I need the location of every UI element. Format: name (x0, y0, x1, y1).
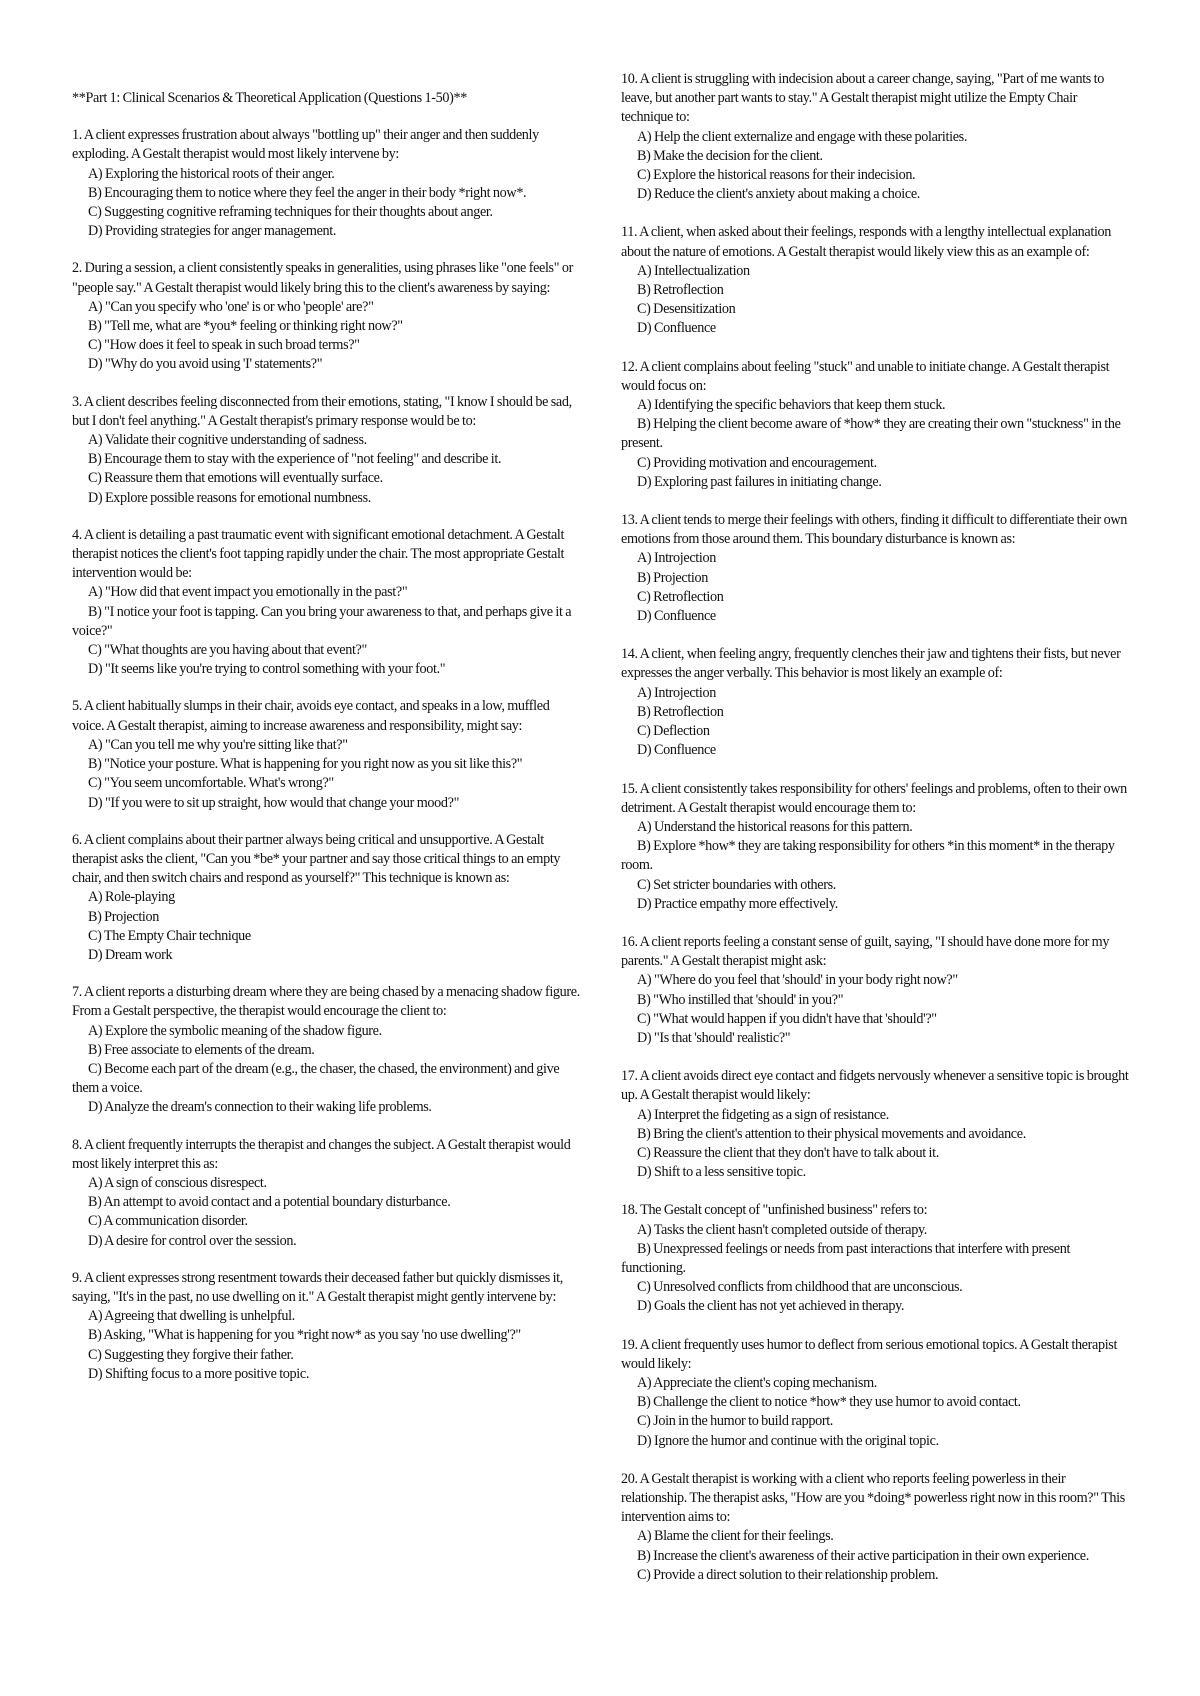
answer-option: B) Encourage them to stay with the experience of "not feeling" and describe it. (88, 451, 502, 468)
answer-options (621, 128, 1131, 205)
answer-option: A) Blame the client for their feelings. (637, 1528, 834, 1545)
answer-options (621, 684, 1131, 761)
answer-options (72, 888, 582, 965)
answer-option: B) Bring the client's attention to their physical movements and avoidance. (637, 1125, 1026, 1142)
answer-option: A) Help the client externalize and engage with these polarities. (637, 128, 968, 145)
answer-option: D) Analyze the dream's connection to their waking life problems. (88, 1099, 432, 1116)
answer-option: C) Provide a direct solution to their relationship problem. (637, 1566, 939, 1583)
answer-options (621, 1527, 1131, 1585)
answer-option: C) Become each part of the dream (e.g., the chaser, the chased, the environment) and give them a voice. (72, 1060, 560, 1097)
answer-option: A) Identifying the specific behaviors that keep them stuck. (637, 397, 946, 414)
answer-option: A) Agreeing that dwelling is unhelpful. (88, 1308, 295, 1325)
answer-option: B) Projection (88, 908, 160, 925)
answer-option: C) The Empty Chair technique (88, 927, 251, 944)
answer-option: D) "If you were to sit up straight, how would that change your mood?" (88, 794, 460, 811)
answer-option: B) "Notice your posture. What is happening for you right now as you sit like this?" (88, 756, 523, 773)
left-question-list (72, 126, 582, 1384)
answer-option: B) Unexpressed feelings or needs from past interactions that interfere with present functioning. (621, 1240, 1071, 1276)
question-stem: 7. A client reports a disturbing dream where they are being chased by a menacing shadow figure. From a Gestalt perspective, the therapist would encourage the client to: (72, 984, 580, 1020)
answer-option: D) Goals the client has not yet achieved in therapy. (637, 1298, 905, 1315)
question-block (621, 780, 1131, 914)
answer-option: D) "Why do you avoid using 'I' statements?" (88, 356, 323, 373)
answer-option: D) Ignore the humor and continue with the original topic. (637, 1432, 939, 1449)
answer-option: B) Explore *how* they are taking responsibility for others *in this moment* in the therapy room. (621, 838, 1115, 874)
part-heading: **Part 1: Clinical Scenarios & Theoretical Application (Questions 1-50)** (72, 90, 467, 106)
answer-options (72, 736, 582, 813)
answer-options (72, 1022, 582, 1118)
answer-option: C) Explore the historical reasons for their indecision. (637, 167, 916, 184)
answer-option: C) Suggesting cognitive reframing techniques for their thoughts about anger. (88, 204, 493, 221)
answer-option: A) Introjection (637, 684, 716, 701)
answer-option: B) Helping the client become aware of *how* they are creating their own "stuckness" in the present. (621, 416, 1121, 452)
question-stem: 15. A client consistently takes responsibility for others' feelings and problems, often to their own detriment. A Gestalt therapist would encourage them to: (621, 780, 1127, 816)
question-stem: 12. A client complains about feeling "stuck" and unable to initiate change. A Gestalt therapist would focus on: (621, 358, 1110, 394)
answer-option: B) Increase the client's awareness of their active participation in their own experience. (637, 1547, 1089, 1564)
answer-option: C) Desensitization (637, 301, 736, 318)
answer-option: C) "You seem uncomfortable. What's wrong?" (88, 775, 334, 792)
question-block (72, 697, 582, 812)
answer-option: C) Join in the humor to build rapport. (637, 1413, 833, 1430)
answer-option: C) Deflection (637, 723, 710, 740)
answer-option: B) "Tell me, what are *you* feeling or thinking right now?" (88, 318, 403, 335)
answer-option: D) Exploring past failures in initiating change. (637, 473, 882, 490)
answer-option: D) Confluence (637, 320, 716, 337)
answer-option: D) Explore possible reasons for emotional numbness. (88, 489, 371, 506)
question-stem: 14. A client, when feeling angry, frequently clenches their jaw and tightens their fists, but never expresses the anger verbally. This behavior is most likely an example of: (621, 646, 1121, 682)
answer-option: D) Providing strategies for anger management. (88, 223, 337, 240)
question-stem: 16. A client reports feeling a constant sense of guilt, saying, "I should have done more for my parents." A Gestalt therapist might ask: (621, 933, 1110, 970)
question-stem: 3. A client describes feeling disconnected from their emotions, stating, "I know I should be sad, but I don't feel anything." A Gestalt therapist's primary response would be to: (72, 393, 572, 429)
answer-options (621, 1374, 1131, 1451)
answer-option: A) A sign of conscious disrespect. (88, 1174, 267, 1191)
answer-option: A) Role-playing (88, 889, 175, 906)
question-block (621, 933, 1131, 1048)
answer-option: D) Confluence (637, 608, 716, 625)
question-block (621, 1201, 1131, 1316)
question-stem: 18. The Gestalt concept of "unfinished business" refers to: (621, 1202, 928, 1219)
answer-option: D) Reduce the client's anxiety about making a choice. (637, 186, 920, 203)
answer-options (621, 396, 1131, 492)
answer-option: B) "Who instilled that 'should' in you?" (637, 991, 844, 1008)
answer-option: D) Confluence (637, 742, 716, 759)
answer-option: B) Make the decision for the client. (637, 147, 823, 164)
answer-option: A) "Can you tell me why you're sitting like that?" (88, 736, 348, 753)
answer-option: A) Understand the historical reasons for this pattern. (637, 818, 913, 835)
answer-option: A) Intellectualization (637, 262, 750, 279)
question-stem: 5. A client habitually slumps in their chair, avoids eye contact, and speaks in a low, muffled voice. A Gestalt therapist, aiming to increase awareness and responsibility, might say: (72, 698, 550, 734)
answer-option: C) A communication disorder. (88, 1213, 248, 1230)
answer-option: C) "What would happen if you didn't have that 'should'?" (637, 1010, 937, 1027)
answer-options (621, 262, 1131, 339)
answer-option: C) "What thoughts are you having about that event?" (88, 642, 367, 659)
question-block (621, 1336, 1131, 1451)
answer-option: D) "It seems like you're trying to control something with your foot." (88, 661, 446, 678)
question-block (621, 1470, 1131, 1585)
answer-option: A) Appreciate the client's coping mechanism. (637, 1374, 877, 1391)
answer-options (72, 583, 582, 679)
question-stem: 20. A Gestalt therapist is working with a client who reports feeling powerless in their relationship. The therapist asks, "How are you *doing* powerless right now in this room?" This intervention aims to: (621, 1470, 1125, 1526)
question-stem: 10. A client is struggling with indecision about a career change, saying, "Part of me wants to leave, but another part wants to stay." A Gestalt therapist might utilize the Empty Chair technique to: (621, 71, 1105, 126)
answer-option: B) Retroflection (637, 282, 724, 299)
answer-option: A) Explore the symbolic meaning of the shadow figure. (88, 1022, 382, 1039)
answer-option: C) Reassure the client that they don't have to talk about it. (637, 1144, 939, 1161)
answer-options (72, 1174, 582, 1251)
question-block (72, 393, 582, 508)
question-stem: 1. A client expresses frustration about always "bottling up" their anger and then suddenly exploding. A Gestalt therapist would most likely intervene by: (72, 127, 539, 163)
answer-option: C) Providing motivation and encouragement. (637, 454, 877, 471)
answer-option: D) Shifting focus to a more positive topic. (88, 1365, 310, 1382)
question-block (621, 70, 1131, 204)
answer-option: B) "I notice your foot is tapping. Can you bring your awareness to that, and perhaps give it a voice?" (72, 603, 572, 639)
answer-option: B) Challenge the client to notice *how* they use humor to avoid contact. (637, 1394, 1021, 1411)
answer-option: A) Exploring the historical roots of their anger. (88, 165, 335, 182)
question-stem: 19. A client frequently uses humor to deflect from serious emotional topics. A Gestalt therapist would likely: (621, 1336, 1118, 1372)
question-block (72, 831, 582, 965)
answer-option: A) Introjection (637, 550, 716, 567)
answer-option: D) Practice empathy more effectively. (637, 895, 838, 912)
answer-option: B) Projection (637, 569, 709, 586)
answer-option: C) Set stricter boundaries with others. (637, 876, 836, 893)
answer-option: A) Interpret the fidgeting as a sign of resistance. (637, 1106, 889, 1123)
answer-options (72, 298, 582, 375)
right-column (621, 70, 1131, 1604)
question-stem: 6. A client complains about their partner always being critical and unsupportive. A Gestalt therapist asks the client, "Can you *be* your partner and say those critical things to an empty chair, and then switch chairs and respond as yourself?" This technique is known as: (72, 831, 561, 887)
question-block (621, 511, 1131, 626)
answer-option: C) "How does it feel to speak in such broad terms?" (88, 337, 360, 354)
answer-option: D) Shift to a less sensitive topic. (637, 1164, 806, 1181)
answer-option: A) "Where do you feel that 'should' in your body right now?" (637, 972, 958, 989)
answer-option: D) "Is that 'should' realistic?" (637, 1029, 791, 1046)
answer-option: A) Tasks the client hasn't completed outside of therapy. (637, 1221, 928, 1238)
answer-options (621, 1221, 1131, 1317)
answer-option: B) An attempt to avoid contact and a potential boundary disturbance. (88, 1194, 451, 1211)
answer-options (621, 549, 1131, 626)
answer-option: B) Retroflection (637, 703, 724, 720)
question-block (72, 983, 582, 1117)
answer-option: A) "How did that event impact you emotionally in the past?" (88, 584, 408, 601)
answer-option: A) "Can you specify who 'one' is or who 'people' are?" (88, 298, 374, 315)
question-block (72, 1136, 582, 1251)
answer-option: C) Unresolved conflicts from childhood that are unconscious. (637, 1279, 963, 1296)
question-stem: 11. A client, when asked about their feelings, responds with a lengthy intellectual explanation about the nature of emotions. A Gestalt therapist would likely view this as an example of: (621, 224, 1112, 260)
right-question-list (621, 70, 1131, 1585)
question-block (72, 259, 582, 374)
answer-option: D) A desire for control over the session. (88, 1232, 297, 1249)
question-block (621, 223, 1131, 338)
question-block (72, 526, 582, 680)
answer-option: C) Suggesting they forgive their father. (88, 1346, 294, 1363)
question-stem: 8. A client frequently interrupts the therapist and changes the subject. A Gestalt therapist would most likely interpret this as: (72, 1136, 571, 1172)
answer-option: B) Free associate to elements of the dream. (88, 1041, 315, 1058)
answer-options (72, 431, 582, 508)
question-block (621, 645, 1131, 760)
question-stem: 17. A client avoids direct eye contact and fidgets nervously whenever a sensitive topic is brought up. A Gestalt therapist would likely: (621, 1068, 1129, 1104)
answer-options (72, 165, 582, 242)
question-stem: 4. A client is detailing a past traumatic event with significant emotional detachment. A Gestalt therapist notices the client's foot tapping rapidly under the chair. The most appropriate Gestalt intervention would be: (72, 526, 565, 582)
question-block (621, 358, 1131, 492)
answer-options (621, 1106, 1131, 1183)
question-block (621, 1067, 1131, 1182)
answer-option: B) Asking, "What is happening for you *right now* as you say 'no use dwelling'?" (88, 1327, 521, 1344)
answer-options (621, 971, 1131, 1048)
question-stem: 13. A client tends to merge their feelings with others, finding it difficult to differentiate their own emotions from those around them. This boundary disturbance is known as: (621, 512, 1127, 548)
question-block (72, 1269, 582, 1384)
answer-options (621, 818, 1131, 914)
answer-option: B) Encouraging them to notice where they feel the anger in their body *right now*. (88, 184, 527, 201)
answer-option: D) Dream work (88, 946, 173, 963)
answer-option: A) Validate their cognitive understanding of sadness. (88, 432, 367, 449)
question-stem: 9. A client expresses strong resentment towards their deceased father but quickly dismisses it, saying, "It's in the past, no use dwelling on it." A Gestalt therapist might gently intervene by: (72, 1269, 563, 1305)
question-block (72, 126, 582, 241)
left-column (72, 89, 582, 1402)
answer-options (72, 1307, 582, 1384)
answer-option: C) Retroflection (637, 588, 724, 605)
answer-option: C) Reassure them that emotions will eventually surface. (88, 470, 383, 487)
question-stem: 2. During a session, a client consistently speaks in generalities, using phrases like "one feels" or "people say." A Gestalt therapist would likely bring this to the client's awareness by saying: (72, 260, 573, 296)
